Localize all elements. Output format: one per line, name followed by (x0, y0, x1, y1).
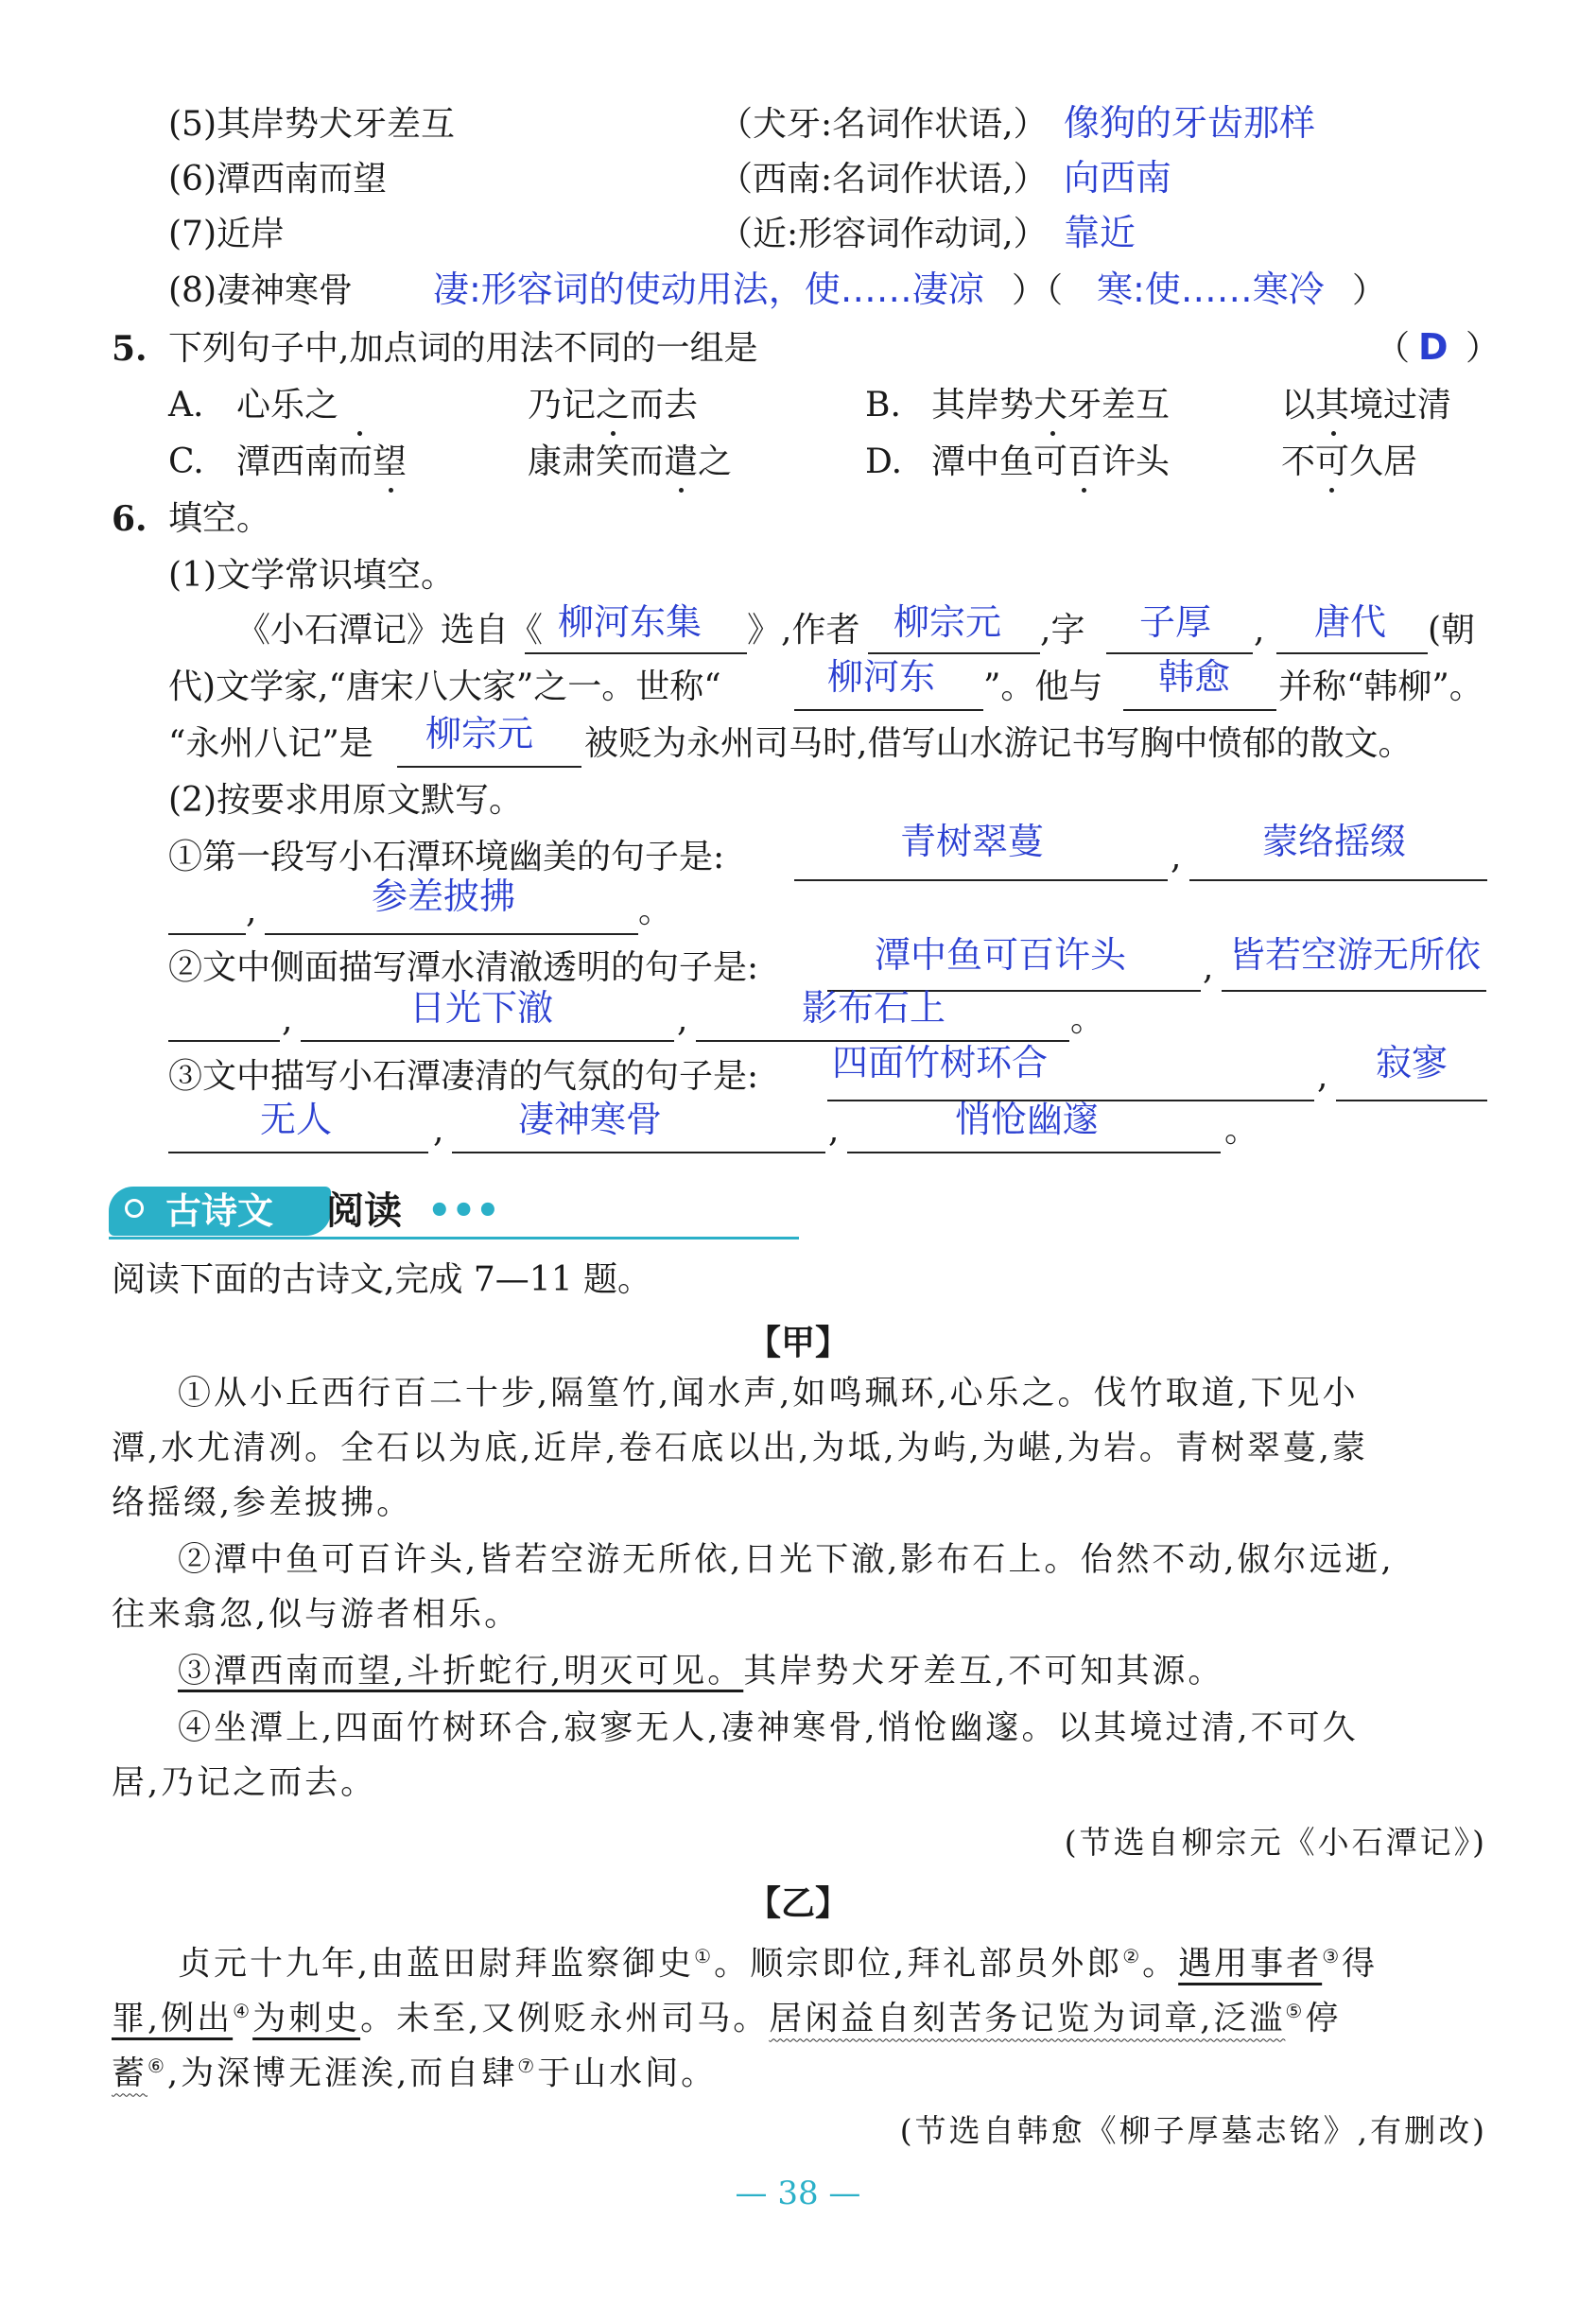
yi-l1a: 贞元十九年,由蓝田尉拜监察御史 (178, 1945, 695, 1984)
blank-line (168, 1040, 280, 1042)
q4-item-5-answer: 像狗的牙齿那样 (1064, 102, 1316, 144)
s1-answer-1: 青树翠蔓 (900, 821, 1045, 862)
q4-item-8: (8)凄神寒骨 (168, 271, 353, 310)
comma: , (282, 1000, 293, 1039)
comma: , (1171, 838, 1182, 876)
s3-answer-1: 四面竹树环合 (832, 1042, 1049, 1083)
blank-line (397, 766, 581, 768)
answer-who: 柳宗元 (425, 713, 534, 754)
footnote-5: ⑤ (1285, 2000, 1306, 2022)
blank-line (168, 933, 246, 935)
blank-line (1222, 990, 1486, 992)
section-icon (125, 1199, 144, 1218)
s2-answer-2: 皆若空游无所依 (1229, 934, 1482, 976)
answer-author: 柳宗元 (893, 601, 1002, 643)
period: 。 (1070, 1000, 1105, 1039)
yi-l1c: 。 (1142, 1945, 1179, 1984)
q6-number: 6. (112, 499, 147, 539)
section-title: 阅读 (326, 1189, 402, 1233)
q4-item-8-answer-b: 寒:使……寒冷 (1097, 269, 1325, 310)
answer-partner: 韩愈 (1158, 656, 1231, 698)
footnote-3: ③ (1322, 1945, 1343, 1968)
blank-line (1276, 652, 1428, 654)
q5-option-d-2: 不可久居 (1281, 442, 1418, 481)
yi-l2-underlined-2: 为刺史 (252, 2000, 361, 2038)
footnote-1: ① (694, 1945, 715, 1968)
comma: , (246, 892, 257, 930)
jia-p1-line3: 络摇缀,参差披拂。 (112, 1484, 413, 1522)
comma: , (677, 1000, 688, 1039)
s2-answer-1: 潭中鱼可百许头 (875, 934, 1127, 976)
q6-l2a: 代)文学家,“唐宋八大家”之一。世称“ (168, 667, 721, 706)
passage-yi-label: 【乙】 (746, 1884, 849, 1923)
jia-p2-line2: 往来翕忽,似与游者相乐。 (112, 1596, 521, 1634)
q5-option-c-2: 康肃笑而遣之 (528, 442, 733, 481)
blank-line (847, 1152, 1221, 1153)
footnote-7: ⑦ (517, 2054, 538, 2077)
comma: , (433, 1111, 444, 1150)
q6-l2b: ”。他与 (983, 667, 1103, 706)
q4-item-8-answer-a: 凄:形容词的使动用法，使……凄凉 (433, 269, 984, 310)
blank-line (1123, 709, 1276, 711)
blank-line (794, 709, 983, 711)
blank-line (794, 879, 1168, 881)
reading-intro: 阅读下面的古诗文,完成 7—11 题。 (112, 1260, 652, 1299)
q4-item-5: (5)其岸势犬牙差互 (168, 105, 455, 144)
footnote-4: ④ (233, 2000, 253, 2022)
jia-p3-rest: 其岸势犬牙差互,不可知其源。 (743, 1653, 1224, 1690)
q4-item-6-hint: （西南:名词作状语,） (719, 160, 1048, 199)
q5-paren-right: ） (1466, 329, 1501, 368)
q4-item-8-paren-close: ） (1352, 271, 1387, 310)
period: 。 (638, 892, 673, 930)
q5-stem: 下列句子中,加点词的用法不同的一组是 (168, 329, 758, 368)
footnote-2: ② (1122, 1945, 1143, 1968)
q6-l1e: (朝 (1428, 611, 1476, 650)
q5-option-d-1: 潭中鱼可百许头 (931, 442, 1171, 481)
q6-l1a: 《小石潭记》选自《 (236, 611, 544, 650)
yi-l3b: 于山水间。 (537, 2054, 718, 2093)
q5-option-c-1: 潭西南而望 (236, 442, 408, 481)
yi-line2 (112, 1984, 1341, 2047)
s3-answer-2: 寂寥 (1376, 1042, 1449, 1083)
s2-answer-4: 影布石上 (802, 987, 946, 1029)
yi-l1b: 。顺宗即位,拜礼部员外郎 (714, 1945, 1123, 1984)
answer-book: 柳河东集 (558, 601, 703, 643)
yi-line1 (178, 1929, 1378, 1992)
yi-l2b: 停 (1305, 2000, 1342, 2038)
q5-option-b-label: B. (865, 386, 901, 425)
yi-l1-underlined: 遇用事者 (1178, 1945, 1323, 1984)
answer-dynasty: 唐代 (1314, 601, 1387, 643)
jia-p2-line1: ②潭中鱼可百许头,皆若空游无所依,日光下澈,影布石上。佁然不动,俶尔远逝, (178, 1541, 1395, 1579)
q6-s2: ②文中侧面描写潭水清澈透明的句子是: (168, 948, 759, 987)
q6-l1d: , (1254, 611, 1265, 650)
q6-l3a: “永州八记”是 (168, 724, 373, 763)
period: 。 (1224, 1111, 1259, 1150)
q6-l1b: 》,作者 (747, 611, 860, 650)
q6-sub1: (1)文学常识填空。 (168, 556, 455, 595)
q6-stem: 填空。 (168, 499, 271, 538)
q5-number: 5. (112, 329, 147, 369)
q4-item-7: (7)近岸 (168, 215, 285, 253)
q6-l1c: ,字 (1040, 611, 1085, 650)
answer-zi: 子厚 (1139, 601, 1212, 643)
s3-answer-2b: 无人 (260, 1099, 333, 1140)
q5-option-d-label: D. (865, 442, 903, 481)
comma: , (828, 1111, 840, 1150)
blank-line (301, 1040, 674, 1042)
yi-l1d: 得 (1342, 1945, 1379, 1984)
q4-item-5-hint: （犬牙:名词作状语,） (719, 105, 1048, 144)
answer-title: 柳河东 (827, 656, 936, 698)
q4-item-6: (6)潭西南而望 (168, 160, 387, 199)
q6-l3b: 被贬为永州司马时,借写山水游记书写胸中愤郁的散文。 (584, 724, 1413, 763)
q5-option-b-2: 以其境过清 (1281, 386, 1452, 425)
q5-option-a-2: 乃记之而去 (528, 386, 699, 425)
q4-item-7-answer: 靠近 (1064, 212, 1136, 253)
yi-l3a: ,为深博无涯涘,而自肆 (166, 2054, 518, 2093)
section-underline (109, 1237, 799, 1240)
s3-answer-4: 悄怆幽邃 (955, 1099, 1100, 1140)
jia-p4-line2: 居,乃记之而去。 (112, 1764, 377, 1802)
section-tag: 古诗文 (165, 1190, 274, 1232)
q5-answer: D (1418, 326, 1449, 368)
q4-item-8-paren: ）（ (1012, 271, 1064, 310)
q5-option-a-label: A. (168, 386, 204, 425)
yi-l2-wavy: 居闲益自刻苦务记览为词章,泛滥 (769, 2000, 1286, 2038)
q4-item-7-hint: （近:形容词作动词,） (719, 215, 1048, 253)
q5-option-a-1: 心乐之 (236, 386, 339, 425)
jia-p1-line2: 潭,水尤清冽。全石以为底,近岸,卷石底以出,为坻,为屿,为嵁,为岩。青树翠蔓,蒙 (112, 1430, 1369, 1467)
blank-line (1189, 879, 1487, 881)
footnote-6: ⑥ (147, 2054, 167, 2077)
s1-answer-2: 蒙络摇缀 (1262, 821, 1407, 862)
q6-s3: ③文中描写小石潭凄清的气氛的句子是: (168, 1057, 759, 1096)
blank-line (265, 933, 638, 935)
q6-s1: ①第一段写小石潭环境幽美的句子是: (168, 838, 725, 876)
yi-l3-wavy: 蓄 (112, 2054, 148, 2093)
jia-p3-underlined: ③潭西南而望,斗折蛇行,明灭可见。 (178, 1653, 744, 1690)
yi-l2a: 。未至,又例贬永州司马。 (360, 2000, 770, 2038)
q6-l2c: 并称“韩柳”。 (1278, 667, 1483, 706)
section-dots: ••• (427, 1188, 500, 1233)
blank-line (1336, 1100, 1487, 1101)
blank-line (168, 1152, 428, 1153)
jia-source: (节选自柳宗元《小石潭记》) (1064, 1824, 1487, 1861)
s1-answer-3: 参差披拂 (372, 875, 516, 917)
q5-paren-left: （ (1376, 329, 1411, 368)
q6-sub2: (2)按要求用原文默写。 (168, 781, 523, 820)
yi-line3 (112, 2038, 717, 2102)
comma: , (1317, 1057, 1328, 1096)
q5-option-b-1: 其岸势犬牙差互 (931, 386, 1171, 425)
s2-answer-3: 日光下澈 (409, 987, 554, 1029)
blank-line (452, 1152, 825, 1153)
jia-p4-line1: ④坐潭上,四面竹树环合,寂寥无人,凄神寒骨,悄怆幽邃。以其境过清,不可久 (178, 1709, 1359, 1747)
passage-jia-label: 【甲】 (746, 1324, 849, 1362)
blank-line (525, 652, 747, 654)
jia-p1-line1: ①从小丘西行百二十步,隔篁竹,闻水声,如鸣珮环,心乐之。伐竹取道,下见小 (178, 1375, 1359, 1413)
yi-source: (节选自韩愈《柳子厚墓志铭》,有删改) (899, 2112, 1487, 2149)
q4-item-6-answer: 向西南 (1064, 157, 1172, 199)
jia-p3 (178, 1644, 1223, 1699)
q5-option-c-label: C. (168, 442, 204, 481)
s3-answer-3: 凄神寒骨 (518, 1099, 663, 1140)
comma: , (1203, 948, 1214, 987)
page-number: — 38 — (735, 2175, 861, 2212)
yi-l2-underlined: 罪,例出 (112, 2000, 234, 2038)
